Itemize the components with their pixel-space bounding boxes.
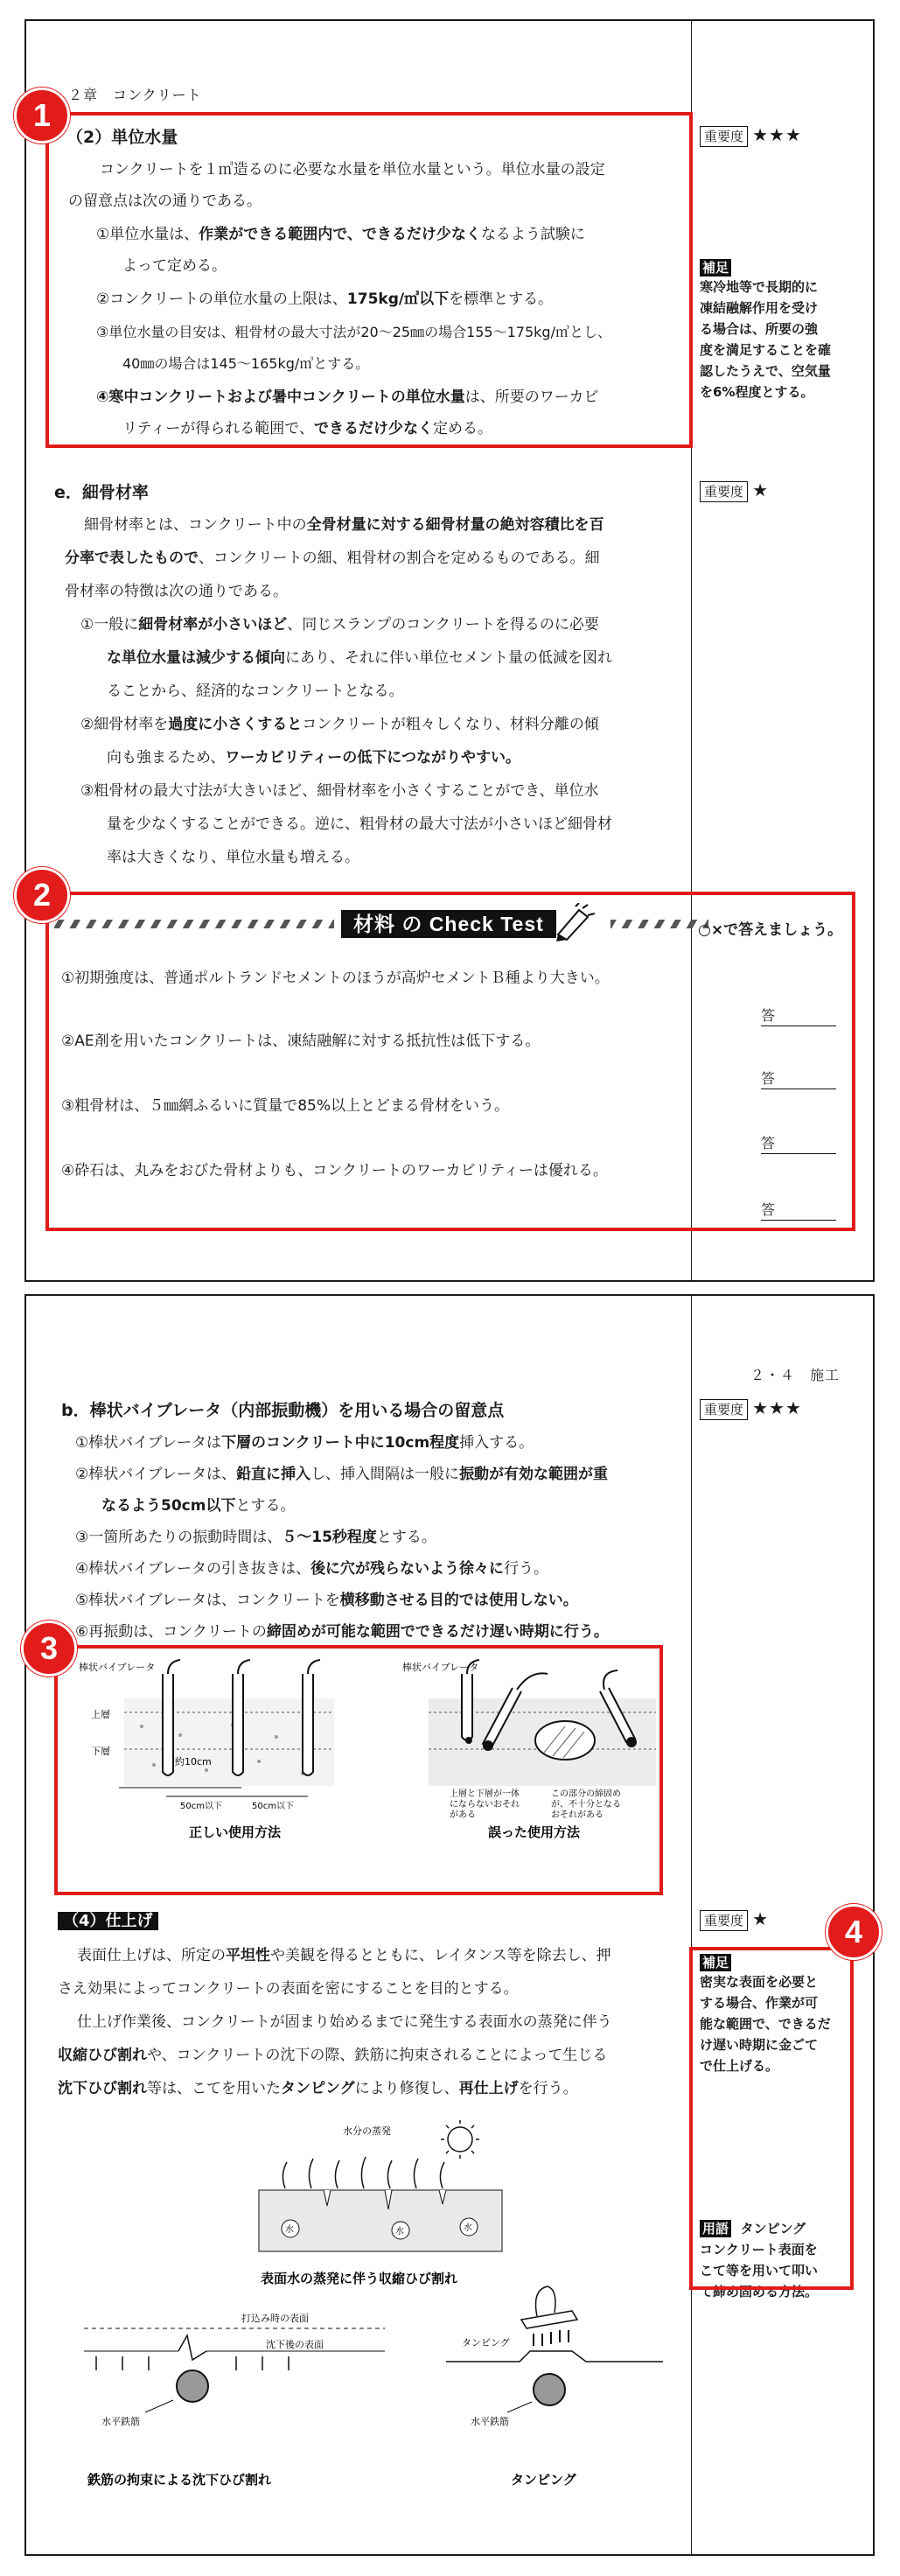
fine-agg-item-1c: ることから、経済的なコンクリートとなる。: [107, 682, 404, 700]
note-a-3: がある: [450, 1810, 476, 1820]
unit-water-para-1a: コンクリートを１㎥造るのに必要な水量を単位水量という。単位水量の設定: [100, 161, 605, 178]
fine-agg-para-b: 分率で表したもので、コンクリートの細、粗骨材の割合を定めるものである。細: [65, 550, 600, 567]
note-b-1: この部分の締固め: [551, 1789, 621, 1799]
finish-para-2a: 仕上げ作業後、コンクリートが固まり始めるまでに発生する表面水の蒸発に伴う: [77, 2013, 612, 2031]
placed-surface-label: 打込み時の表面: [241, 2313, 309, 2324]
tamping-label: タンピング: [462, 2337, 510, 2348]
caption-correct: 正しい使用方法: [189, 1824, 282, 1840]
supplement-line: 密実な表面を必要と: [700, 1974, 819, 1990]
margin-rule: [691, 1296, 692, 2554]
finish-para-1b: さえ効果によってコンクリートの表面を密にすることを目的とする。: [58, 1980, 519, 1998]
spacing-label-2: 50cm以下: [252, 1802, 294, 1811]
check-question-3: ③粗骨材は、５㎜網ふるいに質量で85%以上とどまる骨材をいう。: [61, 1097, 510, 1115]
callout-box-3: [54, 1645, 663, 1895]
supplement-line: を6%程度とする。: [700, 384, 814, 400]
settlement-crack-figure: [79, 2309, 394, 2496]
check-question-1: ①初期強度は、普通ポルトランドセメントのほうが高炉セメントＢ種より大きい。: [61, 970, 610, 987]
tamping-caption: タンピング: [511, 2472, 576, 2488]
fine-agg-item-3a: ③粗骨材の最大寸法が大きいほど、細骨材率を小さくすることができ、単位水: [80, 782, 599, 800]
rebar-label-2: 水平鉄筋: [471, 2416, 509, 2427]
importance-vibrator: [700, 1397, 802, 1420]
supplement-line: 寒冷地等で長期的に: [700, 279, 819, 295]
fine-agg-item-3c: 率は大きくなり、単位水量も増える。: [107, 849, 359, 866]
callout-box-1: [45, 112, 693, 448]
section-title-finishing: （4）仕上げ: [58, 1908, 158, 1931]
vibrator-item-4: ④棒状バイブレータの引き抜きは、後に穴が残らないよう徐々に行う。: [75, 1560, 549, 1578]
section-title-vibrator: b．棒状バイブレータ（内部振動機）を用いる場合の留意点: [61, 1401, 505, 1420]
supplement-line: る場合は、所要の強: [700, 321, 819, 337]
depth-label: 約10cm: [175, 1756, 212, 1768]
term-word: タンピング: [740, 2221, 806, 2236]
callout-badge-1: 1: [14, 88, 70, 144]
note-a-1: 上層と下層が一体: [450, 1789, 520, 1799]
shrinkage-caption: 表面水の蒸発に伴う収縮ひび割れ: [261, 2271, 458, 2286]
fine-agg-item-2b: 向も強まるため、ワーカビリティーの低下につながりやすい。: [107, 749, 520, 766]
water-label: 水: [395, 2227, 404, 2236]
vibrator-label-2: 棒状バイブレータ: [402, 1662, 479, 1673]
importance-label: 重要度: [700, 1399, 748, 1420]
unit-water-item-4b: リティーが得られる範囲で、できるだけ少なく定める。: [122, 420, 492, 438]
water-label: 水: [464, 2223, 472, 2233]
importance-fine-aggregate: [700, 480, 769, 502]
section-title-unit-water: （2）単位水量: [66, 128, 178, 147]
supplement-line: 認したうえで、空気量: [700, 363, 831, 379]
fine-agg-item-3b: 量を少なくすることができる。逆に、粗骨材の最大寸法が小さいほど細骨材: [107, 816, 612, 833]
note-b-3: おそれがある: [551, 1810, 603, 1820]
check-test-instruction: ○×で答えましょう。: [698, 921, 843, 939]
water-label: 水: [285, 2225, 294, 2235]
finish-para-2b: 収縮ひび割れや、コンクリートの沈下の際、鉄筋に拘束されることによって生じる: [58, 2047, 608, 2064]
fine-agg-para-c: 骨材率の特徴は次の通りである。: [65, 583, 288, 600]
answer-field-1[interactable]: 答: [761, 1004, 836, 1026]
importance-stars: ★★★: [752, 124, 802, 145]
supplement-note: [700, 259, 831, 402]
vibrator-item-2a: ②棒状バイブレータは、鉛直に挿入し、挿入間隔は一般に振動が有効な範囲が重: [75, 1466, 609, 1483]
callout-box-4: [689, 1947, 854, 2290]
unit-water-item-3b: 40㎜の場合は145～165kg/㎥とする。: [122, 355, 370, 372]
section-title-fine-aggregate: e．細骨材率: [54, 483, 149, 502]
page-header: ２・４ 施工: [750, 1367, 841, 1383]
shrinkage-crack-figure: [254, 2118, 507, 2293]
page-2: [24, 1294, 875, 2556]
supplement-line: 能な範囲で、できるだ: [700, 2016, 831, 2032]
callout-badge-2: 2: [14, 867, 70, 923]
supplement-line: する場合、作業が可: [700, 1995, 819, 2011]
importance-stars: ★: [752, 1908, 770, 1929]
vibrator-item-3: ③一箇所あたりの振動時間は、５～15秒程度とする。: [75, 1529, 436, 1546]
evaporation-label: 水分の蒸発: [343, 2125, 391, 2137]
unit-water-item-1a: ①単位水量は、作業ができる範囲内で、できるだけ少なくなるよう試験に: [96, 226, 585, 243]
vibrator-item-1: ①棒状バイブレータは下層のコンクリート中に10cm程度挿入する。: [75, 1434, 534, 1452]
check-test-title: 材料 の Check Test: [341, 910, 556, 938]
unit-water-item-3a: ③単位水量の目安は、粗骨材の最大寸法が20～25㎜の場合155～175kg/㎥とし、: [96, 324, 611, 340]
lower-layer-label: 下層: [91, 1746, 110, 1757]
importance-label: 重要度: [700, 1910, 748, 1931]
vibrator-item-2b: なるよう50cm以下とする。: [101, 1497, 296, 1515]
unit-water-item-1b: よって定める。: [122, 257, 227, 275]
note-a-2: にならないおそれ: [450, 1800, 520, 1810]
check-question-4: ④砕石は、丸みをおびた骨材よりも、コンクリートのワーカビリティーは優れる。: [61, 1162, 608, 1180]
settled-surface-label: 沈下後の表面: [266, 2339, 324, 2350]
supplement-line: け遅い時期に金ごて: [700, 2037, 819, 2053]
supplement-line: 凍結融解作用を受け: [700, 300, 819, 316]
tamping-figure: [441, 2281, 668, 2496]
answer-field-3[interactable]: 答: [761, 1132, 836, 1154]
importance-finishing: [700, 1908, 769, 1931]
callout-badge-3: 3: [21, 1620, 77, 1676]
term-tag: 用語: [700, 2220, 731, 2237]
term-line: て締め固める方法。: [700, 2284, 819, 2300]
fine-agg-item-2a: ②細骨材率を過度に小さくするとコンクリートが粗々しくなり、材料分離の傾: [80, 716, 599, 733]
term-line: こて等を用いて叩い: [700, 2263, 819, 2278]
supplement-line: 度を満足することを確: [700, 342, 832, 358]
importance-label: 重要度: [700, 481, 748, 502]
vibrator-label: 棒状バイブレータ: [79, 1662, 156, 1673]
supplement-tag: 補足: [700, 259, 731, 276]
vibrator-item-6: ⑥再振動は、コンクリートの締固めが可能な範囲でできるだけ遅い時期に行う。: [75, 1623, 609, 1641]
importance-stars: ★: [752, 480, 770, 500]
fine-agg-para-a: 細骨材率とは、コンクリート中の全骨材量に対する細骨材量の絶対容積比を百: [84, 516, 604, 534]
unit-water-para-1b: の留意点は次の通りである。: [68, 192, 262, 210]
spacing-label-1: 50cm以下: [180, 1802, 222, 1811]
supplement-tag: 補足: [700, 1954, 731, 1971]
note-b-2: が、不十分となる: [551, 1800, 621, 1810]
callout-box-2: [45, 892, 855, 1231]
term-line: コンクリート表面を: [700, 2242, 818, 2258]
fine-agg-item-1b: な単位水量は減少する傾向にあり、それに伴い単位セメント量の低減を図れ: [107, 649, 612, 667]
answer-field-2[interactable]: 答: [761, 1068, 836, 1089]
importance-unit-water: [700, 124, 802, 147]
finish-para-1a: 表面仕上げは、所定の平坦性や美観を得るとともに、レイタンス等を除去し、押: [77, 1947, 611, 1964]
unit-water-item-4a: ④寒中コンクリートおよび暑中コンクリートの単位水量は、所要のワーカビ: [96, 388, 599, 406]
vibrator-item-5: ⑤棒状バイブレータは、コンクリートを横移動させる目的では使用しない。: [75, 1592, 578, 1609]
importance-stars: ★★★: [752, 1397, 802, 1418]
chapter-header: ２章 コンクリート: [68, 87, 202, 103]
fine-agg-item-1a: ①一般に細骨材率が小さいほど、同じスランプのコンクリートを得るのに必要: [80, 616, 599, 634]
finish-para-2c: 沈下ひび割れ等は、こてを用いたタンピングにより修復し、再仕上げを行う。: [58, 2080, 578, 2097]
unit-water-item-2: ②コンクリートの単位水量の上限は、175kg/㎥以下を標準とする。: [96, 290, 554, 308]
upper-layer-label: 上層: [91, 1709, 110, 1720]
caption-wrong: 誤った使用方法: [488, 1824, 581, 1840]
importance-label: 重要度: [700, 126, 748, 147]
check-question-2: ②AE剤を用いたコンクリートは、凍結融解に対する抵抗性は低下する。: [61, 1032, 541, 1050]
answer-field-4[interactable]: 答: [761, 1199, 836, 1221]
callout-badge-4: 4: [826, 1904, 882, 1960]
rebar-label: 水平鉄筋: [101, 2416, 140, 2427]
supplement-line: で仕上げる。: [700, 2058, 779, 2074]
settlement-caption: 鉄筋の拘束による沈下ひび割れ: [87, 2472, 272, 2488]
